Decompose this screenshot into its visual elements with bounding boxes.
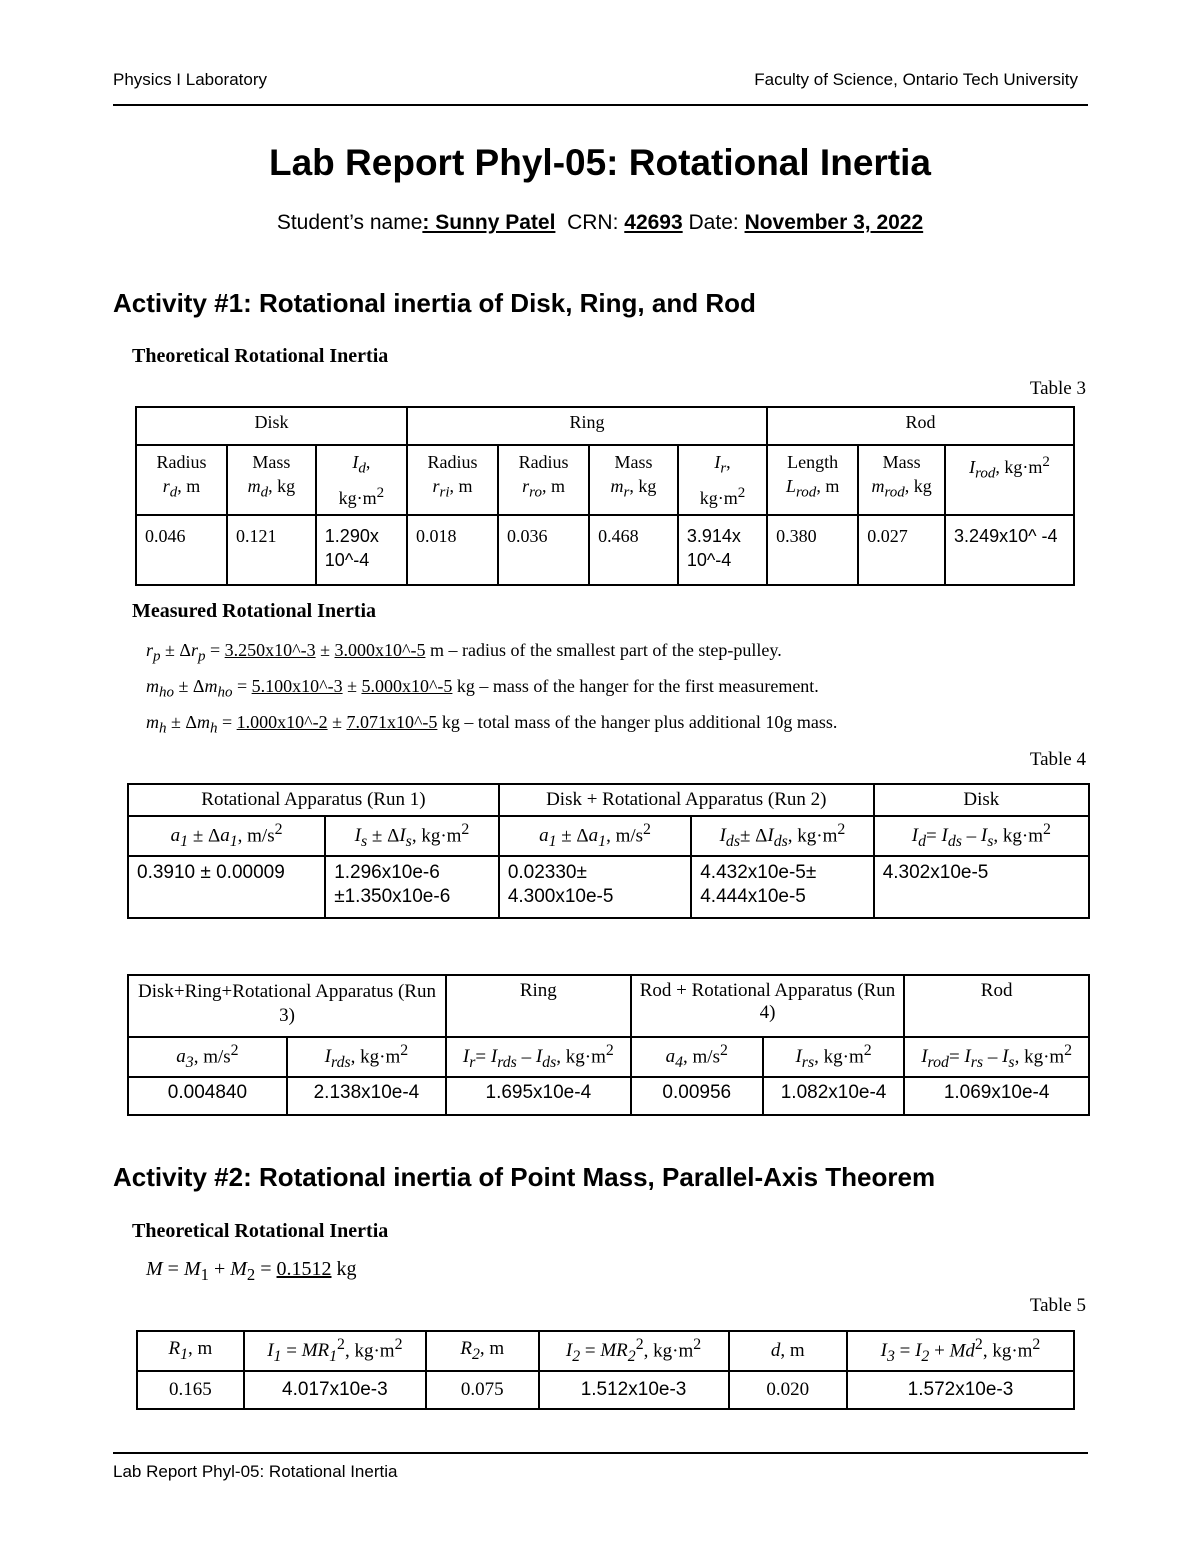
table3	[135, 406, 1075, 586]
page-title: Lab Report Phyl-05: Rotational Inertia	[269, 142, 931, 183]
mh-line: $m_h \pm \Delta m_h$ = 1.000x10^-2 ± 7.071x10^-5 kg – total mass of the hanger plus additional 10g mass.	[146, 712, 838, 737]
measured-heading: Measured Rotational Inertia	[132, 600, 377, 622]
activity2-theoretical-heading: Theoretical Rotational Inertia	[132, 1220, 389, 1242]
table4-cell: 0.02330± 4.300x10e-5	[499, 856, 691, 918]
student-info	[0, 211, 1200, 235]
mh0-description: kg – mass of the hanger for the first measurement.	[456, 676, 819, 696]
activity2-heading: Activity #2: Rotational inertia of Point Mass, Parallel-Axis Theorem	[113, 1162, 936, 1192]
mh0-line: $m_{ho} \pm \Delta m_{ho}$ = 5.100x10^-3 ± 5.000x10^-5 kg – mass of the hanger for the first measurement.	[146, 676, 819, 701]
table4b-cell: 1.695x10e-4	[446, 1077, 631, 1115]
table5-header: $I_2 = MR_2^2$, $kg\cdot m^2$	[539, 1331, 729, 1371]
header-divider	[113, 104, 1088, 106]
table4-label: Table 4	[1029, 749, 1086, 770]
table3-header: $I_r$, $kg\cdot m^2$	[678, 445, 767, 515]
table5-header: $R_2$, m	[426, 1331, 539, 1371]
table4-cell: 1.296x10e-6 ±1.350x10e-6	[325, 856, 499, 918]
table3-header: Mass $m_{rod}$, kg	[858, 445, 945, 515]
table4b-cell: 2.138x10e-4	[287, 1077, 446, 1115]
table4-continued	[127, 974, 1090, 1116]
table4b-header: $a_3$, $m/s^2$	[128, 1037, 287, 1077]
total-mass-unit: kg	[336, 1258, 357, 1280]
rp-description: m – radius of the smallest part of the step-pulley.	[429, 640, 782, 660]
table4-cell: 4.302x10e-5	[874, 856, 1089, 918]
footer-text: Lab Report Phyl-05: Rotational Inertia	[113, 1462, 398, 1481]
table4-cell: 0.3910 ± 0.00009	[128, 856, 325, 918]
date-label: Date:	[688, 211, 739, 234]
table4b-cell: 1.069x10e-4	[904, 1077, 1089, 1115]
table3-cell: 3.914x 10^-4	[678, 515, 767, 585]
table3-header: Mass $m_r$, kg	[589, 445, 678, 515]
table3-group-ring: Ring	[407, 407, 767, 445]
header-left: Physics I Laboratory	[113, 70, 268, 89]
table3-group-disk: Disk	[136, 407, 407, 445]
table5	[136, 1330, 1075, 1410]
table5-cell: 0.165	[137, 1371, 244, 1409]
header-right: Faculty of Science, Ontario Tech University	[754, 70, 1078, 89]
table4b-header: $a_4$, $m/s^2$	[631, 1037, 763, 1077]
table5-cell: 1.572x10e-3	[847, 1371, 1074, 1409]
table4b-header: $I_r= I_{rds} - I_{ds}$, $kg\cdot m^2$	[446, 1037, 631, 1077]
table3-cell: 0.468	[589, 515, 678, 585]
table3-cell: 0.121	[227, 515, 316, 585]
mh-value: 1.000x10^-2	[236, 712, 328, 732]
mh-description: kg – total mass of the hanger plus additional 10g mass.	[441, 712, 838, 732]
total-mass-value: 0.1512	[276, 1258, 332, 1280]
table4-group: Disk + Rotational Apparatus (Run 2)	[499, 784, 874, 816]
table3-header: $I_d$, $kg\cdot m^2$	[316, 445, 407, 515]
table4b-cell: 0.004840	[128, 1077, 287, 1115]
student-name-value: : Sunny Patel	[422, 211, 556, 234]
table4b-cell: 0.00956	[631, 1077, 763, 1115]
footer-divider	[113, 1452, 1088, 1454]
table4b-group: Disk+Ring+Rotational Apparatus (Run 3)	[128, 975, 446, 1037]
table5-header: $I_3 = I_2 + Md^2$, $kg\cdot m^2$	[847, 1331, 1074, 1371]
table5-label: Table 5	[1029, 1295, 1086, 1316]
activity1-theoretical-heading: Theoretical Rotational Inertia	[132, 345, 389, 367]
table5-cell: 4.017x10e-3	[244, 1371, 426, 1409]
table5-cell: 1.512x10e-3	[539, 1371, 729, 1409]
table5-header: d, m	[729, 1331, 847, 1371]
table5-header: $I_1 = MR_1^2$, $kg\cdot m^2$	[244, 1331, 426, 1371]
table3-cell: 0.027	[858, 515, 945, 585]
table4-header: $a_1 \pm \Delta a_1$, $m/s^2$	[128, 816, 325, 856]
total-mass-line: $M = M_1 + M_2 = 0.1512$ kg	[146, 1258, 357, 1284]
crn-value: 42693	[624, 211, 683, 234]
table5-cell: 0.020	[729, 1371, 847, 1409]
table4-header: $I_s \pm \Delta I_s$, $kg\cdot m^2$	[325, 816, 499, 856]
student-name-label: Student’s name	[276, 211, 423, 234]
table3-group-rod: Rod	[767, 407, 1074, 445]
table3-header: $I_{rod}$, $kg\cdot m^2$	[945, 445, 1074, 515]
table4-group: Rotational Apparatus (Run 1)	[128, 784, 499, 816]
table4b-group: Ring	[446, 975, 631, 1037]
table5-cell: 0.075	[426, 1371, 539, 1409]
table4-header: $a_1 \pm \Delta a_1$, $m/s^2$	[499, 816, 691, 856]
table3-header: Length $L_{rod}$, m	[767, 445, 858, 515]
rp-line: $r_p \pm \Delta r_p$ = 3.250x10^-3 ± 3.000x10^-5 m – radius of the smallest part of the step-pulley.	[146, 640, 782, 665]
table3-cell: 0.018	[407, 515, 498, 585]
table4	[127, 783, 1090, 919]
table3-cell: 0.046	[136, 515, 227, 585]
table4b-group: Rod	[904, 975, 1089, 1037]
rp-value: 3.250x10^-3	[224, 640, 316, 660]
table4b-header: $I_{rds}$, $kg\cdot m^2$	[287, 1037, 446, 1077]
table3-cell: 0.380	[767, 515, 858, 585]
mh-uncertainty: 7.071x10^-5	[346, 712, 438, 732]
table5-header: $R_1$, m	[137, 1331, 244, 1371]
table4-cell: 4.432x10e-5± 4.444x10e-5	[691, 856, 873, 918]
table3-label: Table 3	[1029, 378, 1086, 399]
activity1-heading: Activity #1: Rotational inertia of Disk, Ring, and Rod	[113, 288, 756, 318]
table4-group: Disk	[874, 784, 1089, 816]
rp-uncertainty: 3.000x10^-5	[334, 640, 426, 660]
table3-header: Radius $r_{ri}$, m	[407, 445, 498, 515]
table4-header: $I_{ds}\pm \Delta I_{ds}$, $kg\cdot m^2$	[691, 816, 873, 856]
table4b-header: $I_{rod}= I_{rs} - I_s$, $kg\cdot m^2$	[904, 1037, 1089, 1077]
table3-cell: 0.036	[498, 515, 589, 585]
table3-header: Radius $r_d$, m	[136, 445, 227, 515]
table3-cell: 1.290x 10^-4	[316, 515, 407, 585]
mh0-uncertainty: 5.000x10^-5	[361, 676, 453, 696]
table4b-group: Rod + Rotational Apparatus (Run 4)	[631, 975, 905, 1037]
table3-header: Mass $m_d$, kg	[227, 445, 316, 515]
table3-cell: 3.249x10^ -4	[945, 515, 1074, 585]
table4-header: $I_d= I_{ds} - I_s$, $kg\cdot m^2$	[874, 816, 1089, 856]
table3-header: Radius $r_{ro}$, m	[498, 445, 589, 515]
crn-label: CRN:	[567, 211, 619, 234]
table4b-header: $I_{rs}$, $kg\cdot m^2$	[763, 1037, 904, 1077]
date-value: November 3, 2022	[744, 211, 924, 234]
mh0-value: 5.100x10^-3	[251, 676, 343, 696]
table4b-cell: 1.082x10e-4	[763, 1077, 904, 1115]
